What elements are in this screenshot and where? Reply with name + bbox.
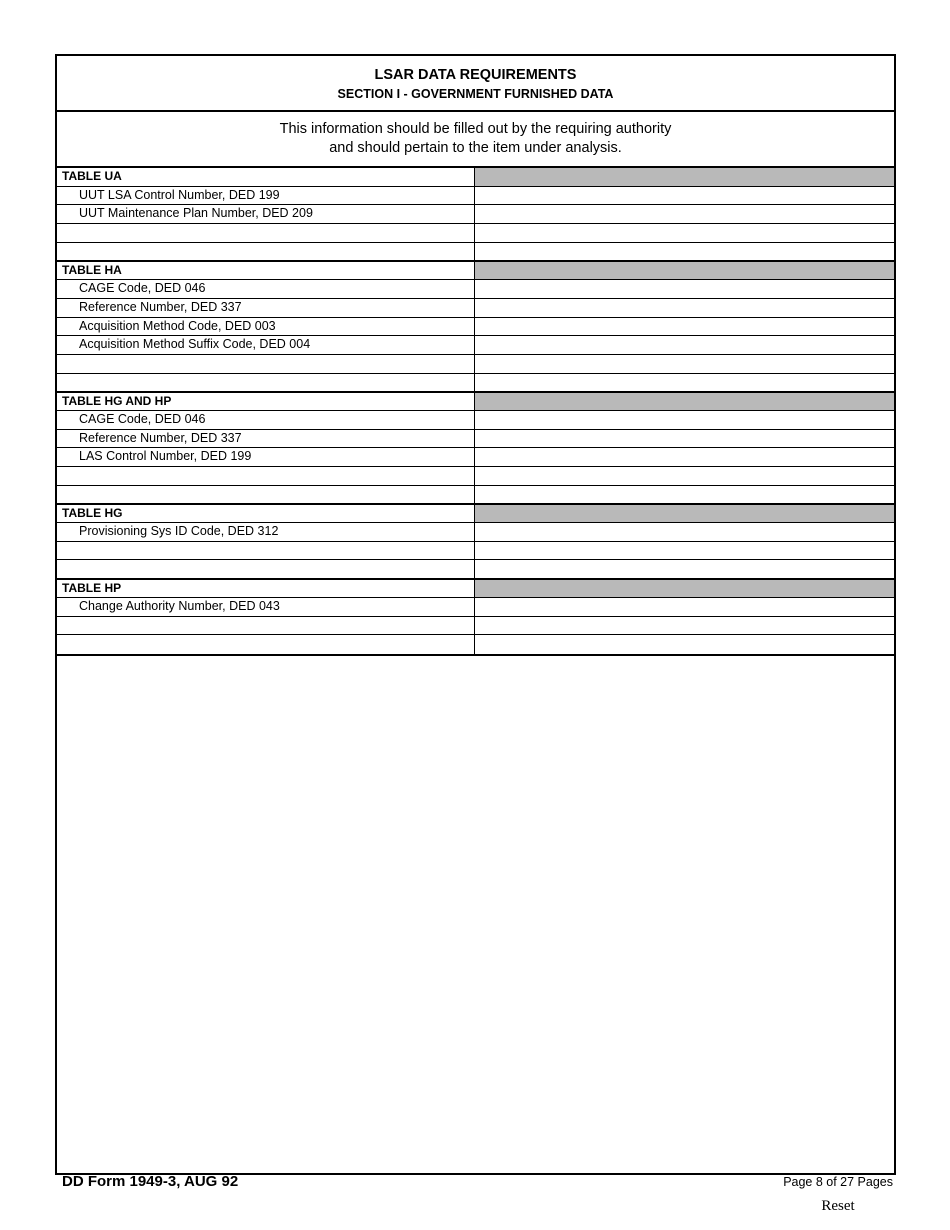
table-section-name: TABLE UA — [57, 168, 475, 186]
table-section-name: TABLE HG — [57, 505, 475, 522]
field-value-cell — [475, 205, 894, 223]
field-label — [57, 467, 475, 485]
field-value-cell — [475, 187, 894, 205]
field-label: UUT Maintenance Plan Number, DED 209 — [57, 205, 475, 223]
field-label — [57, 635, 475, 654]
field-value-input[interactable] — [475, 224, 894, 242]
field-label: Reference Number, DED 337 — [57, 299, 475, 317]
instruction-line-2: and should pertain to the item under analysis. — [329, 140, 622, 156]
instruction-line-1: This information should be filled out by the requiring authority — [279, 121, 672, 137]
field-label — [57, 374, 475, 392]
table-row — [57, 598, 894, 617]
table-section-shaded-cell — [475, 393, 894, 410]
field-label: UUT LSA Control Number, DED 199 — [57, 187, 475, 205]
field-value-cell — [475, 243, 894, 261]
field-value-input[interactable] — [475, 542, 894, 560]
table-section-header — [57, 579, 894, 598]
field-value-cell — [475, 430, 894, 448]
table-row — [57, 243, 894, 262]
field-value-cell — [475, 280, 894, 298]
field-label: Change Authority Number, DED 043 — [57, 598, 475, 616]
table-row — [57, 299, 894, 318]
field-value-input[interactable] — [475, 355, 894, 373]
field-value-cell — [475, 299, 894, 317]
table-row — [57, 411, 894, 430]
field-label: Acquisition Method Code, DED 003 — [57, 318, 475, 336]
reset-button[interactable]: Reset — [812, 1196, 864, 1216]
form-subtitle: SECTION I - GOVERNMENT FURNISHED DATA — [337, 87, 614, 101]
field-value-input[interactable] — [475, 467, 894, 485]
field-value-input[interactable] — [475, 318, 894, 336]
table-row — [57, 280, 894, 299]
field-label — [57, 486, 475, 504]
table-section-name: TABLE HG AND HP — [57, 393, 475, 410]
field-value-cell — [475, 635, 894, 654]
field-label — [57, 355, 475, 373]
table-row — [57, 542, 894, 561]
field-value-cell — [475, 224, 894, 242]
table-row — [57, 187, 894, 206]
field-label: Acquisition Method Suffix Code, DED 004 — [57, 336, 475, 354]
field-value-input[interactable] — [475, 374, 894, 392]
table-section-shaded-cell — [475, 262, 894, 279]
field-value-cell — [475, 336, 894, 354]
instruction-text — [57, 112, 894, 168]
field-label: CAGE Code, DED 046 — [57, 411, 475, 429]
field-value-cell — [475, 560, 894, 578]
page-indicator: Page 8 of 27 Pages — [783, 1175, 893, 1189]
form-header — [57, 56, 894, 112]
field-value-cell — [475, 542, 894, 560]
table-row — [57, 355, 894, 374]
table-section-name: TABLE HP — [57, 580, 475, 597]
field-label: CAGE Code, DED 046 — [57, 280, 475, 298]
field-value-input[interactable] — [475, 336, 894, 354]
table-row — [57, 224, 894, 243]
field-label: Reference Number, DED 337 — [57, 430, 475, 448]
table-row — [57, 336, 894, 355]
field-value-input[interactable] — [475, 448, 894, 466]
table-section-header — [57, 392, 894, 411]
table-section-header — [57, 504, 894, 523]
table-row — [57, 467, 894, 486]
field-value-input[interactable] — [475, 411, 894, 429]
field-value-cell — [475, 355, 894, 373]
field-value-cell — [475, 617, 894, 635]
data-requirements-table — [57, 168, 894, 656]
field-label — [57, 243, 475, 261]
field-label — [57, 617, 475, 635]
table-row — [57, 617, 894, 636]
field-value-input[interactable] — [475, 617, 894, 635]
field-value-cell — [475, 374, 894, 392]
field-value-input[interactable] — [475, 299, 894, 317]
field-value-cell — [475, 411, 894, 429]
field-value-cell — [475, 318, 894, 336]
field-label: Provisioning Sys ID Code, DED 312 — [57, 523, 475, 541]
table-section-header — [57, 261, 894, 280]
field-label — [57, 224, 475, 242]
field-label: LAS Control Number, DED 199 — [57, 448, 475, 466]
field-value-input[interactable] — [475, 280, 894, 298]
table-section-shaded-cell — [475, 505, 894, 522]
table-row — [57, 430, 894, 449]
field-value-input[interactable] — [475, 523, 894, 541]
form-title: LSAR DATA REQUIREMENTS — [374, 67, 577, 83]
field-value-input[interactable] — [475, 187, 894, 205]
table-row — [57, 486, 894, 505]
field-label — [57, 542, 475, 560]
field-value-input[interactable] — [475, 206, 894, 224]
table-row — [57, 635, 894, 654]
field-value-cell — [475, 598, 894, 616]
form-frame — [55, 54, 896, 1175]
field-value-input[interactable] — [475, 430, 894, 448]
table-section-header — [57, 168, 894, 187]
table-row — [57, 523, 894, 542]
table-row — [57, 205, 894, 224]
field-value-cell — [475, 523, 894, 541]
table-section-shaded-cell — [475, 580, 894, 597]
table-section-name: TABLE HA — [57, 262, 475, 279]
table-row — [57, 448, 894, 467]
field-value-input[interactable] — [475, 486, 894, 504]
table-row — [57, 374, 894, 393]
field-value-input[interactable] — [475, 243, 894, 261]
field-label — [57, 560, 475, 578]
field-value-cell — [475, 448, 894, 466]
table-section-shaded-cell — [475, 168, 894, 186]
table-row — [57, 318, 894, 337]
form-id: DD Form 1949-3, AUG 92 — [62, 1173, 239, 1190]
field-value-input[interactable] — [475, 635, 894, 654]
field-value-cell — [475, 467, 894, 485]
field-value-input[interactable] — [475, 598, 894, 616]
field-value-cell — [475, 486, 894, 504]
table-row — [57, 560, 894, 579]
field-value-input[interactable] — [475, 561, 894, 579]
